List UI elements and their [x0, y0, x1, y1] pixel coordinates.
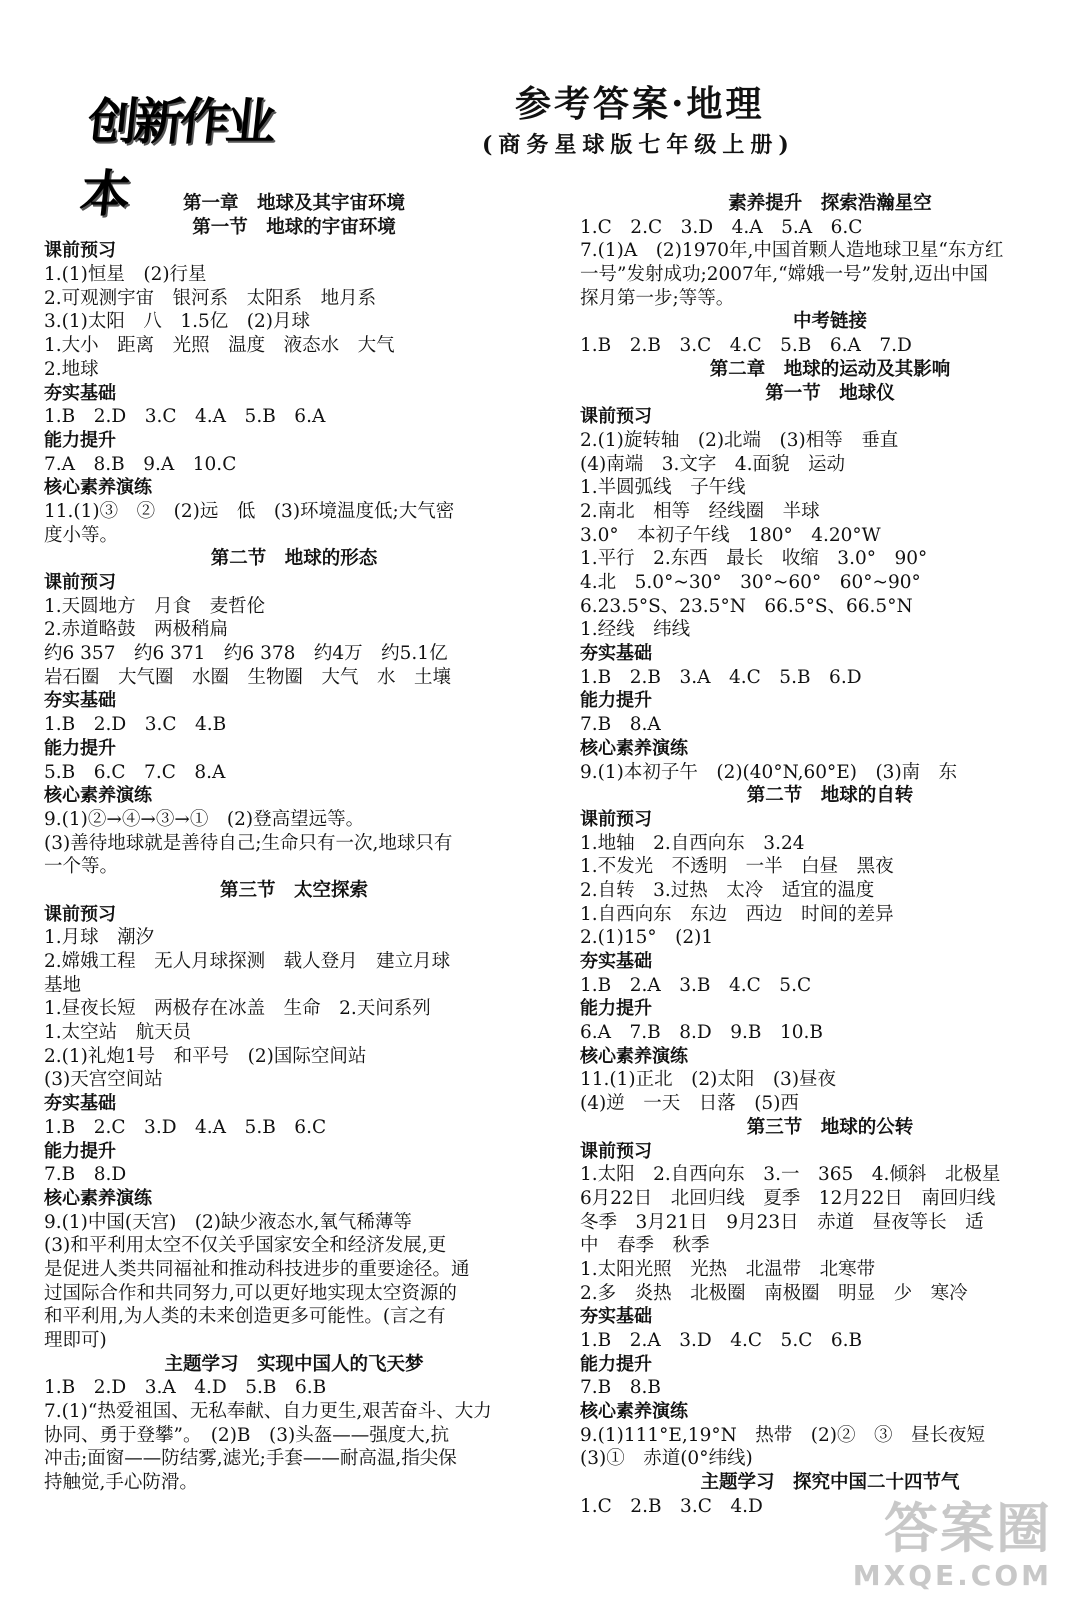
subsection-label: 能力提升 [580, 998, 652, 1020]
answer-line: 过国际合作和共同努力,可以更好地实现太空资源的 [44, 1282, 457, 1304]
answer-line: 岩石圈 大气圈 水圈 生物圈 大气 水 土壤 [44, 666, 452, 688]
answer-line: 6.A 7.B 8.D 9.B 10.B [580, 1022, 824, 1044]
subsection-label: 夯实基础 [580, 1306, 652, 1328]
answer-line: 7.A 8.B 9.A 10.C [44, 453, 237, 475]
answer-line: 持触觉,手心防滑。 [44, 1472, 198, 1494]
answer-line: 1.B 2.A 3.B 4.C 5.C [580, 974, 812, 996]
subsection-label: 核心素养演练 [44, 1187, 152, 1209]
answer-line: (3)天宫空间站 [44, 1069, 163, 1091]
section-heading: 第二节 地球的形态 [210, 548, 378, 570]
subsection-label: 课前预习 [44, 240, 116, 262]
answer-line: 11.(1)正北 (2)太阳 (3)昼夜 [580, 1069, 837, 1091]
section-heading: 主题学习 实现中国人的飞天梦 [164, 1353, 424, 1375]
answer-line: 9.(1)②→④→③→① (2)登高望远等。 [44, 808, 365, 830]
answer-line: 一个等。 [44, 856, 119, 878]
answer-line: 1.平行 2.东西 最长 收缩 3.0° 90° [580, 548, 928, 570]
answer-line: 1.自西向东 东边 西边 时间的差异 [580, 903, 894, 925]
answer-line: 1.天圆地方 月食 麦哲伦 [44, 595, 266, 617]
subsection-label: 课前预习 [580, 808, 652, 830]
answer-line: 3.(1)太阳 八 1.5亿 (2)月球 [44, 311, 310, 333]
subsection-label: 夯实基础 [44, 1093, 116, 1115]
subsection-label: 课前预习 [580, 406, 652, 428]
subsection-label: 夯实基础 [44, 382, 116, 404]
answer-line: 2.(1)15° (2)1 [580, 927, 714, 949]
answer-line: 9.(1)中国(天宫) (2)缺少液态水,氧气稀薄等 [44, 1211, 412, 1233]
answer-line: 6.23.5°S、23.5°N 66.5°S、66.5°N [580, 595, 913, 617]
section-heading: 第二章 地球的运动及其影响 [709, 358, 951, 380]
answer-line: 1.B 2.D 3.A 4.D 5.B 6.B [44, 1377, 327, 1399]
answer-line: (4)逆 一天 日落 (5)西 [580, 1093, 799, 1115]
answer-line: 2.(1)旋转轴 (2)北端 (3)相等 垂直 [580, 429, 899, 451]
subsection-label: 能力提升 [44, 429, 116, 451]
answer-line: 协同、勇于登攀”。 (2)B (3)头盔——强度大,抗 [44, 1424, 450, 1446]
answer-line: 5.B 6.C 7.C 8.A [44, 761, 226, 783]
answer-line: 7.B 8.A [580, 714, 661, 736]
answer-line: 1.太空站 航天员 [44, 1022, 192, 1044]
subsection-label: 核心素养演练 [580, 1401, 688, 1423]
answer-line: 7.B 8.B [580, 1377, 661, 1399]
answer-line: 一号”发射成功;2007年,“嫦娥一号”发射,迈出中国 [580, 264, 988, 286]
section-heading: 第三节 太空探索 [219, 879, 368, 901]
right-column [580, 192, 1080, 1519]
answer-line: 1.太阳光照 光热 北温带 北寒带 [580, 1258, 876, 1280]
answer-line: 9.(1)111°E,19°N 热带 (2)② ③ 昼长夜短 [580, 1424, 985, 1446]
watermark [853, 1499, 1052, 1592]
answer-line: 基地 [44, 974, 82, 996]
section-heading: 第一节 地球仪 [765, 382, 895, 404]
page-title: 参考答案·地理 [515, 83, 765, 125]
section-heading: 素养提升 探索浩瀚星空 [728, 193, 932, 214]
subsection-label: 能力提升 [580, 1353, 652, 1375]
answer-line: 2.赤道略鼓 两极稍扁 [44, 619, 229, 641]
answer-line: 和平利用,为人类的未来创造更多可能性。(言之有 [44, 1306, 446, 1328]
answer-line: 1.(1)恒星 (2)行星 [44, 264, 207, 286]
answer-line: 7.(1)“热爱祖国、无私奉献、自力更生,艰苦奋斗、大力 [44, 1401, 492, 1423]
subsection-label: 能力提升 [580, 690, 652, 712]
answer-line: 2.(1)礼炮1号 和平号 (2)国际空间站 [44, 1045, 367, 1067]
answer-line: 1.B 2.A 3.D 4.C 5.C 6.B [580, 1330, 863, 1351]
section-heading: 第一节 地球的宇宙环境 [192, 216, 396, 238]
answer-line: 中 春季 秋季 [580, 1235, 710, 1257]
answer-line: 2.可观测宇宙 银河系 太阳系 地月系 [44, 287, 377, 309]
answer-line: 约6 357 约6 371 约6 378 约4万 约5.1亿 [44, 643, 448, 665]
answer-line: 1.不发光 不透明 一半 白昼 黑夜 [580, 856, 894, 878]
answer-line: 1.B 2.B 3.A 4.C 5.B 6.D [580, 666, 862, 688]
answer-line: 1.B 2.D 3.C 4.A 5.B 6.A [44, 406, 326, 428]
subsection-label: 课前预习 [44, 572, 116, 593]
subsection-label: 夯实基础 [44, 690, 116, 712]
answer-line: 度小等。 [44, 524, 119, 546]
subsection-label: 核心素养演练 [580, 1045, 688, 1067]
answer-line: (3)善待地球就是善待自己;生命只有一次,地球只有 [44, 832, 453, 854]
subsection-label: 夯实基础 [580, 951, 652, 972]
answer-line: 9.(1)本初子午 (2)(40°N,60°E) (3)南 东 [580, 761, 958, 783]
brand-logo: 创新作业本 [77, 93, 276, 223]
answer-line: 冲击;面窗——防结雾,滤光;手套——耐高温,指尖保 [44, 1448, 457, 1470]
answer-line: 1.昼夜长短 两极存在冰盖 生命 2.天问系列 [44, 998, 431, 1020]
answer-line: 1.大小 距离 光照 温度 液态水 大气 [44, 335, 395, 357]
answer-line: 探月第一步;等等。 [580, 287, 735, 309]
answer-line: 7.B 8.D [44, 1164, 127, 1186]
section-heading: 第三节 地球的公转 [746, 1116, 914, 1138]
answer-line: 1.B 2.D 3.C 4.B [44, 714, 227, 736]
answer-line: 冬季 3月21日 9月23日 赤道 昼夜等长 适 [580, 1211, 984, 1233]
answer-line: 7.(1)A (2)1970年,中国首颗人造地球卫星“东方红 [580, 240, 1004, 262]
subsection-label: 核心素养演练 [44, 477, 152, 499]
answer-line: 是促进人类共同福祉和推动科技进步的重要途径。通 [44, 1258, 470, 1280]
answer-line: 4.北 5.0°~30° 30°~60° 60°~90° [580, 572, 921, 593]
section-heading: 主题学习 探究中国二十四节气 [700, 1472, 960, 1494]
section-heading: 第一章 地球及其宇宙环境 [182, 193, 405, 214]
answer-line: 2.南北 相等 经线圈 半球 [580, 500, 820, 522]
subsection-label: 课前预习 [580, 1140, 652, 1162]
section-heading: 中考链接 [792, 311, 867, 333]
answer-line: 2.地球 [44, 358, 99, 380]
subsection-label: 课前预习 [44, 903, 116, 925]
watermark-logo-text: 答案圈 [884, 1497, 1052, 1560]
answer-line: 3.0° 本初子午线 180° 4.20°W [580, 524, 881, 546]
answer-line: 1.C 2.B 3.C 4.D [580, 1495, 763, 1517]
answer-line: 理即可) [44, 1330, 107, 1351]
subsection-label: 核心素养演练 [580, 737, 688, 759]
answer-line: 1.月球 潮汐 [44, 927, 155, 949]
page-subtitle: (商务星球版七年级上册) [482, 132, 795, 158]
answer-line: (3)和平利用太空不仅关乎国家安全和经济发展,更 [44, 1235, 447, 1257]
answer-line: 2.多 炎热 北极圈 南极圈 明显 少 寒冷 [580, 1282, 968, 1304]
answer-line: 2.自转 3.过热 太冷 适宜的温度 [580, 879, 875, 901]
answer-line: (3)① 赤道(0°纬线) [580, 1448, 753, 1470]
answer-line: 11.(1)③ ② (2)远 低 (3)环境温度低;大气密 [44, 500, 455, 522]
answer-line: 1.B 2.C 3.D 4.A 5.B 6.C [44, 1116, 327, 1138]
subsection-label: 能力提升 [44, 1140, 116, 1162]
watermark-url: MXQE.COM [852, 1559, 1052, 1592]
answer-line: 1.B 2.B 3.C 4.C 5.B 6.A 7.D [580, 335, 912, 357]
answer-line: 1.地轴 2.自西向东 3.24 [580, 832, 805, 854]
subsection-label: 能力提升 [44, 737, 116, 759]
answer-line: 2.嫦娥工程 无人月球探测 载人登月 建立月球 [44, 951, 451, 972]
subsection-label: 核心素养演练 [44, 785, 152, 807]
answer-line: 1.半圆弧线 子午线 [580, 477, 746, 499]
answer-line: (4)南端 3.文字 4.面貌 运动 [580, 453, 846, 475]
section-heading: 第二节 地球的自转 [746, 785, 914, 807]
subsection-label: 夯实基础 [580, 643, 652, 665]
answer-line: 6月22日 北回归线 夏季 12月22日 南回归线 [580, 1187, 996, 1209]
answer-line: 1.经线 纬线 [580, 619, 691, 641]
answer-line: 1.太阳 2.自西向东 3.一 365 4.倾斜 北极星 [580, 1164, 1001, 1186]
left-column [44, 192, 544, 1495]
answer-line: 1.C 2.C 3.D 4.A 5.A 6.C [580, 216, 863, 238]
